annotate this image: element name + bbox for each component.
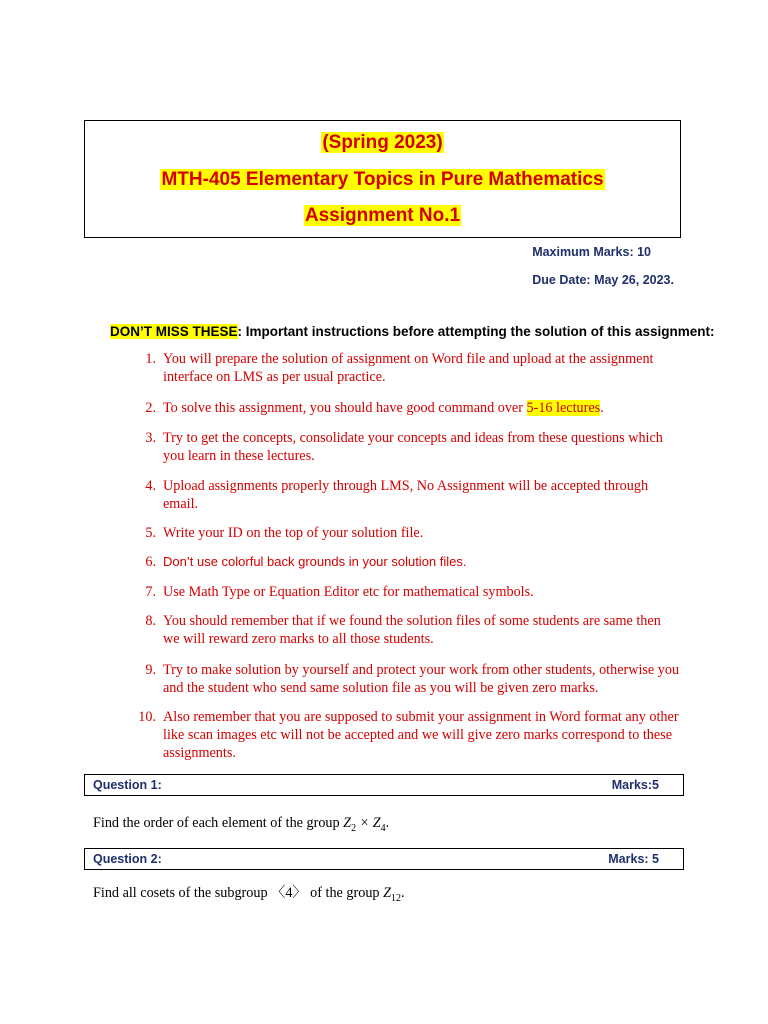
instruction-text: You will prepare the solution of assignment on Word file and upload at the assignment interface on LMS as per usual practice. bbox=[163, 351, 654, 385]
term: (Spring 2023) bbox=[322, 132, 443, 153]
instruction-item: 6. Don’t use colorful back grounds in your solution files. bbox=[145, 554, 467, 570]
term-line bbox=[85, 132, 680, 154]
question-1-marks: Marks:5 bbox=[611, 778, 659, 792]
instruction-text: Try to get the concepts, consolidate your concepts and ideas from these questions which you learn in these lectures. bbox=[163, 430, 663, 464]
group-symbol: $Z_2 \times Z_4$ bbox=[343, 815, 386, 834]
subgroup-symbol: 〈4〉 bbox=[271, 885, 307, 901]
question-2-text: Find all cosets of the subgroup 〈4〉 of the group $Z_{12}$. bbox=[93, 885, 405, 904]
group-symbol: $Z_{12}$ bbox=[383, 885, 401, 904]
question-2-label: Question 2: bbox=[93, 852, 162, 866]
question-1-label: Question 1: bbox=[93, 778, 162, 792]
question-1-text: Find the order of each element of the group $Z_2 \times Z_4$. bbox=[93, 815, 390, 834]
due-date: Due Date: May 26, 2023. bbox=[532, 273, 674, 287]
title-box bbox=[84, 120, 681, 238]
instructions-heading bbox=[110, 324, 715, 339]
instruction-text: Try to make solution by yourself and protect your work from other students, otherwise you and the student who send same solution file as you will be given zero marks. bbox=[163, 662, 680, 696]
instruction-item: 10. Also remember that you are supposed to submit your assignment in Word format any other like scan images etc will not be accepted and we will give zero marks correspond to these assignments. bbox=[138, 709, 679, 761]
instruction-text: Use Math Type or Equation Editor etc for mathematical symbols. bbox=[163, 584, 534, 600]
course-line bbox=[85, 169, 680, 191]
instruction-text: Also remember that you are supposed to submit your assignment in Word format any other like scan images etc will not be accepted and we will give zero marks correspond to these assignments. bbox=[163, 709, 679, 761]
instruction-text: To solve this assignment, you should have good command over bbox=[163, 400, 527, 416]
instruction-item: 8. You should remember that if we found the solution files of some students are same then we will reward zero marks to all those students. bbox=[145, 613, 661, 647]
lectures-highlight: 5-16 lectures bbox=[526, 400, 601, 416]
instructions-heading-rest: : Important instructions before attempting the solution of this assignment: bbox=[237, 324, 715, 339]
instruction-text: You should remember that if we found the solution files of some students are same then we will reward zero marks to all those students. bbox=[163, 613, 661, 647]
instruction-item: 4. Upload assignments properly through LMS, No Assignment will be accepted through email. bbox=[145, 478, 649, 512]
instruction-item: 2. To solve this assignment, you should have good command over 5-16 lectures. bbox=[145, 400, 604, 416]
assignment-title: Assignment No.1 bbox=[304, 205, 461, 226]
instruction-item: 5. Write your ID on the top of your solution file. bbox=[145, 525, 424, 541]
instruction-item: 7. Use Math Type or Equation Editor etc for mathematical symbols. bbox=[145, 584, 534, 600]
maximum-marks: Maximum Marks: 10 bbox=[532, 245, 651, 259]
question-2-marks: Marks: 5 bbox=[608, 852, 659, 866]
instruction-item: 1. You will prepare the solution of assignment on Word file and upload at the assignment interface on LMS as per usual practice. bbox=[145, 351, 654, 385]
instructions-heading-highlight: DON’T MISS THESE bbox=[110, 324, 238, 339]
instruction-item: 3. Try to get the concepts, consolidate your concepts and ideas from these questions which you learn in these lectures. bbox=[145, 430, 663, 464]
question-2-bar bbox=[84, 848, 684, 870]
instruction-text: Don’t use colorful back grounds in your solution files. bbox=[163, 554, 467, 569]
question-1-bar bbox=[84, 774, 684, 796]
instruction-text: Upload assignments properly through LMS, No Assignment will be accepted through email. bbox=[163, 478, 649, 512]
instruction-item: 9. Try to make solution by yourself and protect your work from other students, otherwise you and the student who send same solution file as you will be given zero marks. bbox=[145, 662, 680, 696]
course-title: MTH-405 Elementary Topics in Pure Mathematics bbox=[161, 169, 604, 190]
instruction-text: Write your ID on the top of your solution file. bbox=[163, 525, 424, 541]
assignment-line bbox=[85, 205, 680, 227]
